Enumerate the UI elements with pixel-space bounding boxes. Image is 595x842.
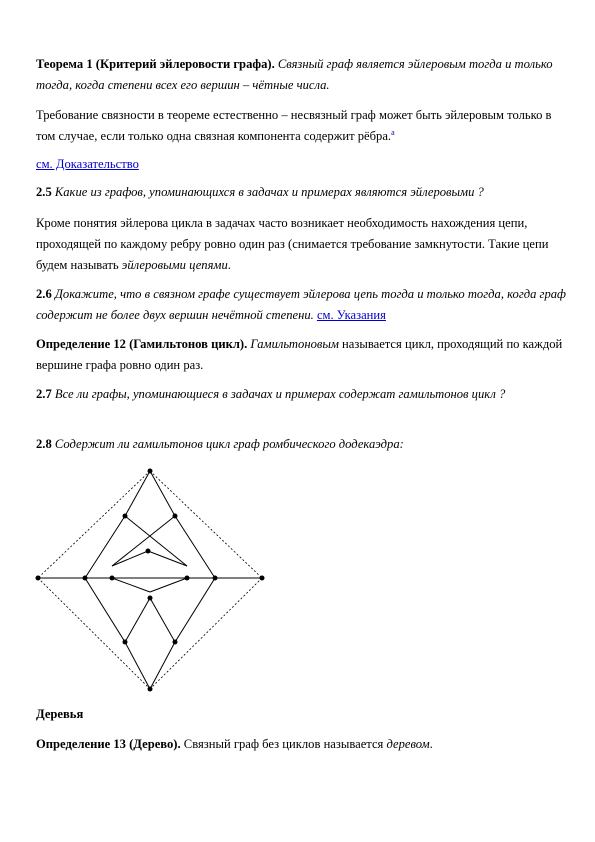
graph-vertex bbox=[173, 640, 178, 645]
hints-link[interactable]: см. Указания bbox=[316, 308, 386, 322]
proof-paragraph bbox=[36, 154, 566, 175]
euler-paths-paragraph bbox=[36, 213, 566, 276]
graph-edge bbox=[150, 642, 175, 689]
connectivity-text: Требование связности в теореме естественно – несвязный граф может быть эйлеровым только в том случае, если только одна связная компонента содержит рёбра. bbox=[36, 108, 552, 143]
theorem-1-text: Связный граф является эйлеровым тогда и только тогда, когда степени всех его вершин – чётные числа. bbox=[36, 57, 553, 92]
graph-edge bbox=[150, 578, 262, 689]
graph-edge bbox=[150, 471, 175, 516]
problem-2-6-text: Докажите, что в связном графе существует эйлерова цепь тогда и только тогда, когда граф содержит не более двух вершин нечётной степени. bbox=[36, 287, 566, 322]
graph-edge bbox=[85, 516, 125, 578]
definition-12-text: называется цикл, проходящий по каждой вершине графа ровно один раз. bbox=[36, 337, 563, 372]
graph-vertex bbox=[148, 469, 153, 474]
graph-vertex bbox=[148, 687, 153, 692]
graph-edge bbox=[125, 471, 150, 516]
graph-edge bbox=[38, 471, 150, 578]
graph-edge bbox=[38, 578, 150, 689]
graph-edge bbox=[175, 516, 215, 578]
rhombic-dodecahedron-graph bbox=[30, 462, 270, 697]
graph-vertex bbox=[213, 576, 218, 581]
proof-link[interactable]: см. Доказательство bbox=[36, 157, 139, 171]
problem-2-8-text: Содержит ли гамильтонов цикл граф ромбического додекаэдра: bbox=[51, 437, 404, 451]
theorem-1 bbox=[36, 54, 566, 96]
euler-paths-end: . bbox=[227, 258, 231, 272]
problem-2-8 bbox=[36, 434, 566, 455]
graph-edge bbox=[148, 551, 187, 566]
definition-13-end: . bbox=[429, 737, 433, 751]
definition-12-label: Определение 12 (Гамильтонов цикл). bbox=[36, 337, 248, 351]
graph-vertex bbox=[123, 640, 128, 645]
euler-paths-term: эйлеровыми цепями bbox=[121, 258, 228, 272]
theorem-1-label: Теорема 1 (Критерий эйлеровости графа). bbox=[36, 57, 275, 71]
graph-vertex bbox=[36, 576, 41, 581]
graph-edge bbox=[125, 598, 150, 642]
graph-vertex bbox=[148, 596, 153, 601]
problem-2-6-num: 2.6 bbox=[36, 287, 52, 301]
graph-edge bbox=[112, 578, 150, 592]
graph-vertex bbox=[110, 576, 115, 581]
definition-13-text: Связный граф без циклов называется bbox=[180, 737, 387, 751]
graph-edge bbox=[150, 578, 187, 592]
definition-13-label: Определение 13 (Дерево). bbox=[36, 737, 181, 751]
definition-12 bbox=[36, 334, 566, 376]
footnote-link[interactable]: a bbox=[391, 127, 395, 137]
graph-vertex bbox=[146, 549, 151, 554]
graph-vertex bbox=[83, 576, 88, 581]
graph-vertex bbox=[123, 514, 128, 519]
problem-2-7 bbox=[36, 384, 566, 405]
problem-2-8-num: 2.8 bbox=[36, 437, 52, 451]
problem-2-5 bbox=[36, 182, 566, 203]
problem-2-6 bbox=[36, 284, 566, 326]
problem-2-7-num: 2.7 bbox=[36, 387, 52, 401]
trees-heading: Деревья bbox=[36, 707, 84, 721]
euler-paths-text: Кроме понятия эйлерова цикла в задачах часто возникает необходимость нахождения цепи, проходящей по каждому ребру ровно один раз (снимается требование замкнутости. Такие цепи будем называть bbox=[36, 216, 549, 272]
graph-edge bbox=[112, 551, 148, 566]
graph-edge bbox=[85, 578, 125, 642]
connectivity-note bbox=[36, 105, 566, 147]
graph-vertex bbox=[185, 576, 190, 581]
footnote-ref[interactable] bbox=[391, 128, 395, 137]
definition-13-term: деревом bbox=[386, 737, 430, 751]
graph-edge bbox=[125, 642, 150, 689]
graph-edge bbox=[125, 516, 187, 566]
definition-12-term: Гамильтоновым bbox=[247, 337, 339, 351]
definition-13 bbox=[36, 734, 566, 755]
graph-edge bbox=[175, 578, 215, 642]
graph-edge bbox=[150, 471, 262, 578]
graph-edge bbox=[112, 516, 175, 566]
problem-2-7-text: Все ли графы, упоминающиеся в задачах и примерах содержат гамильтонов цикл ? bbox=[51, 387, 506, 401]
graph-edge bbox=[150, 598, 175, 642]
graph-vertex bbox=[260, 576, 265, 581]
problem-2-5-num: 2.5 bbox=[36, 185, 52, 199]
problem-2-5-text: Какие из графов, упоминающихся в задачах и примерах являются эйлеровыми ? bbox=[51, 185, 484, 199]
graph-vertex bbox=[173, 514, 178, 519]
